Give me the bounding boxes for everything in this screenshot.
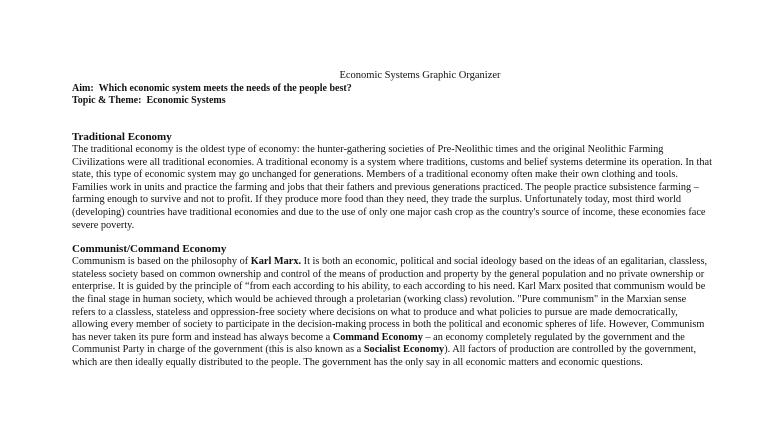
aim-text: Which economic system meets the needs of the people best?	[98, 83, 352, 94]
topic-label: Topic & Theme:	[72, 95, 142, 106]
communist-body-part3: – an economy completely regulated by the government and the Communist Party in charge of the government (this is also known as a	[72, 331, 685, 356]
communist-body-part1: Communism is based on the philosophy of	[72, 256, 251, 268]
communist-economy-body	[72, 256, 712, 369]
spacer	[72, 107, 712, 131]
command-economy-term: Command Economy	[332, 331, 423, 343]
traditional-economy-section	[72, 131, 712, 232]
topic-text: Economic Systems	[146, 95, 226, 106]
communist-economy-heading: Communist/Command Economy	[72, 243, 227, 256]
topic-line	[72, 95, 712, 107]
communist-body-part2: It is both an economic, political and social ideology based on the ideas of an egalitarian, classless, stateless society based on common ownership and control of the means of production and property by the general population and no private ownership or enterprise. It is guided by the principle of “from each according to his ability, to each according to his need. Karl Marx posited that communism would be the final stage in human society, which would be achieved through a proletarian (working class) revolution. "Pure communism" in the Marxian sense refers to a classless, stateless and oppression-free society where decisions on what to produce and what policies to pursue are made democratically, allowing every member of society to participate in the decision-making process in both the political and economic spheres of life. However, Communism has never taken its pure form and instead has always become a	[72, 256, 708, 343]
aim-label: Aim:	[72, 83, 94, 94]
traditional-economy-heading: Traditional Economy	[72, 131, 172, 143]
section-gap	[72, 232, 712, 243]
document-page	[72, 70, 712, 370]
communist-body-part4: ). All factors of production are controlled by the government, which are then ideally equally distributed to the people. The government has the only say in all economic matters and economic questions.	[72, 344, 697, 368]
karl-marx-term: Karl Marx.	[250, 256, 302, 268]
communist-economy-section	[72, 243, 712, 369]
aim-line	[72, 83, 712, 95]
socialist-economy-term: Socialist Economy	[363, 344, 445, 356]
traditional-economy-body: The traditional economy is the oldest type of economy: the hunter-gathering societies of Pre-Neolithic times and the original Neolithic Farming Civilizations were all traditional economies. A traditional economy is a system where traditions, customs and belief systems determine its operation. In that state, this type of economic system may go unchanged for generations. Members of a traditional economy often make their own clothing and tools. Families work in units and practice the farming and jobs that their fathers and previous generations practiced. The people practice subsistence farming – farming enough to survive and not to profit. If they produce more food than they need, they trade the surplus. Unfortunately today, most third world (developing) countries have traditional economies and due to the use of only one major cash crop as the country's source of income, these economies face severe poverty.	[72, 144, 712, 231]
document-title: Economic Systems Graphic Organizer	[339, 70, 501, 81]
